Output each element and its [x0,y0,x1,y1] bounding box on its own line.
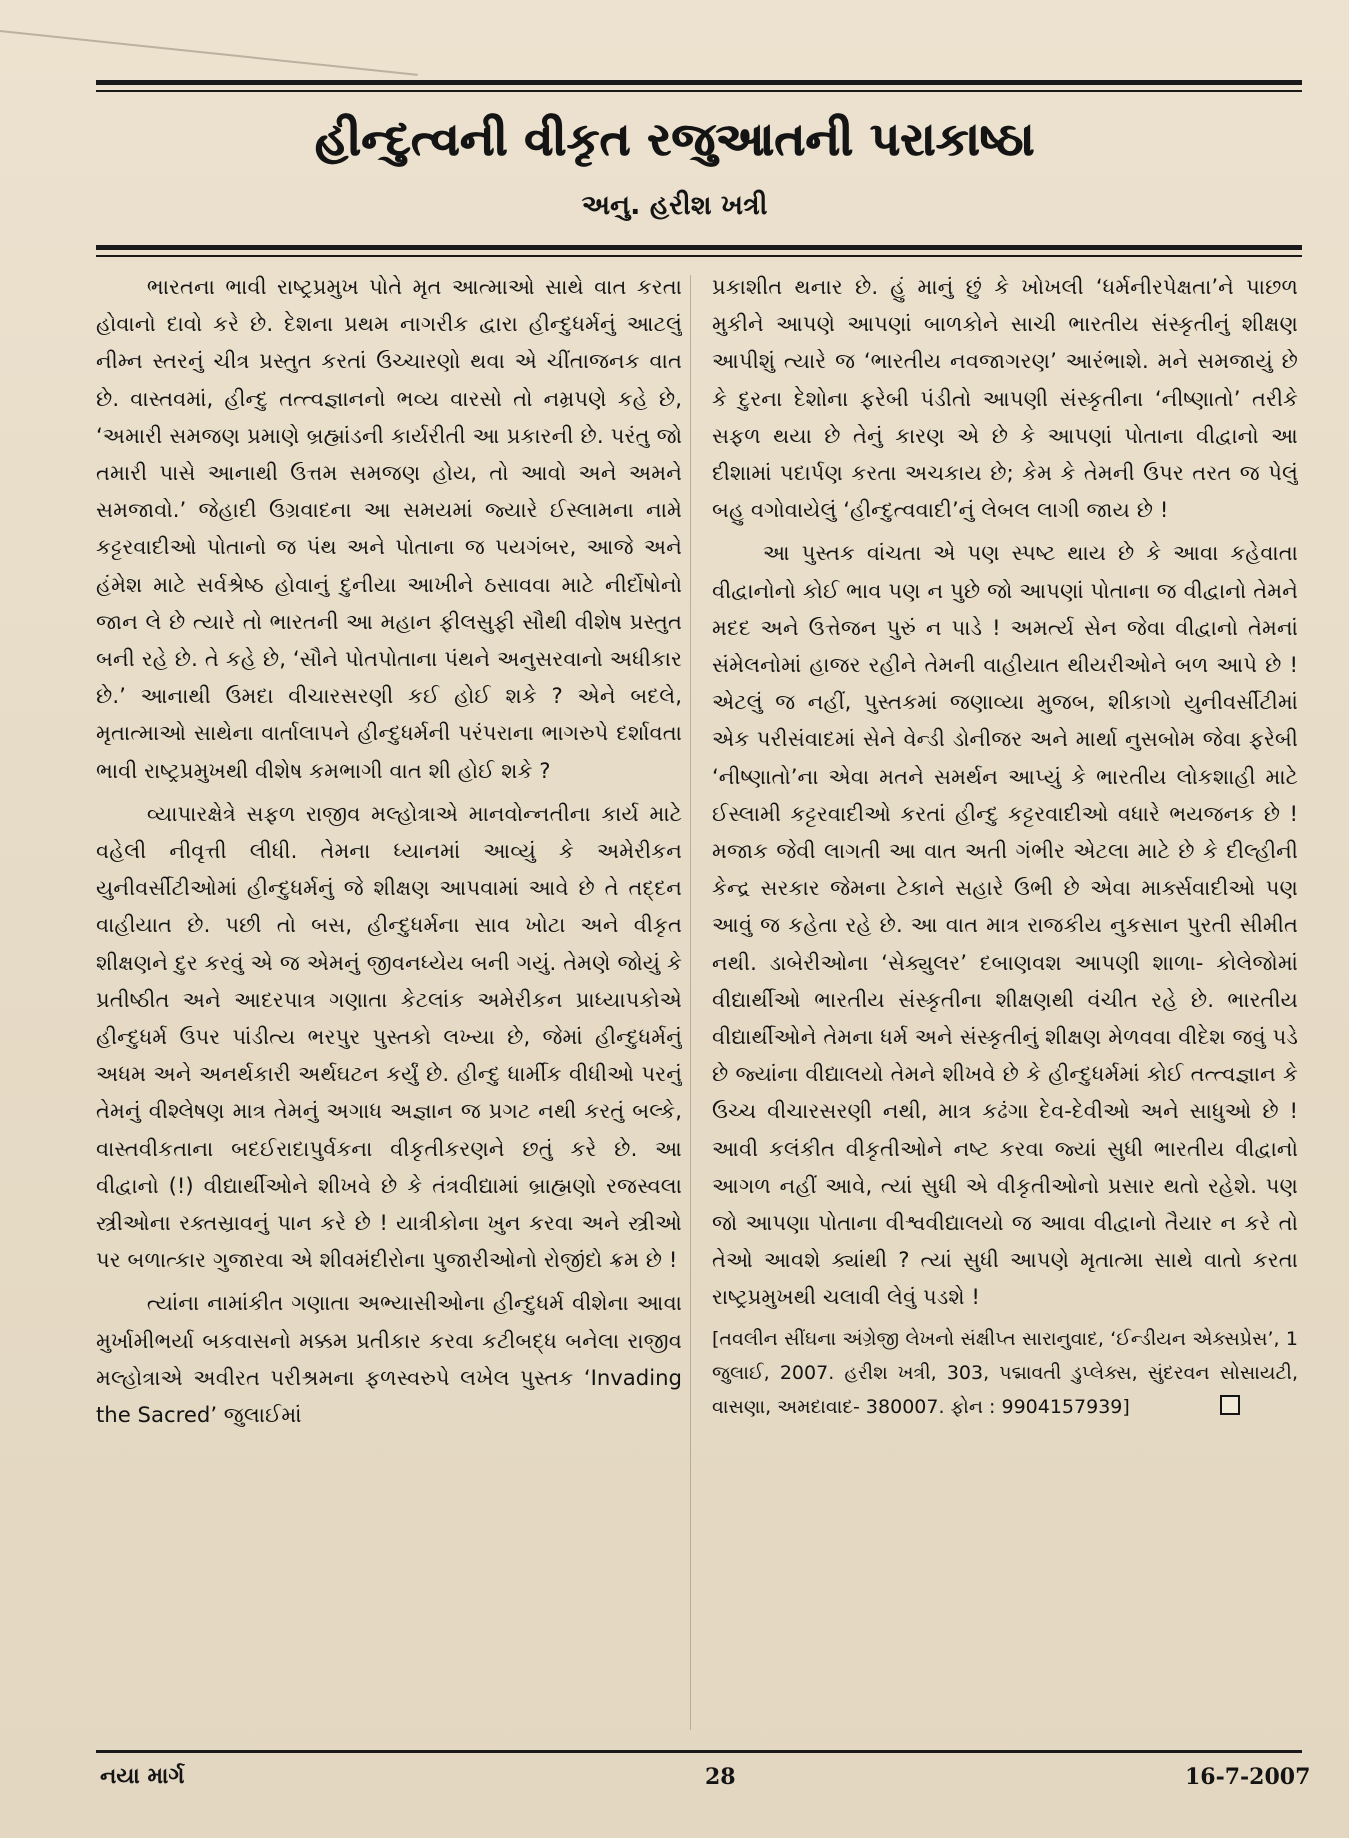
right-paragraph-2: આ પુસ્તક વાંચતા એ પણ સ્પષ્ટ થાય છે કે આવા કહેવાતા વીદ્વાનોનો કોઈ ભાવ પણ ન પુછે જો આપણાં પોતાના જ વીદ્વાનો તેમને મદદ અને ઉત્તેજન પુરું ન પાડે ! અમર્ત્ય સેન જેવા વીદ્વાનો તેમનાં સંમેલનોમાં હાજર રહીને તેમની વાહીયાત થીયરીઓને બળ આપે છે ! એટલું જ નહીં, પુસ્તકમાં જણાવ્યા મુજબ, શીકાગો યુનીવર્સીટીમાં એક પરીસંવાદમાં સેને વેન્ડી ડોનીજર અને માર્થા નુસબોમ જેવા ફરેબી ‘નીષ્ણાતો’ના એવા મતને સમર્થન આપ્યું કે ભારતીય લોકશાહી માટે ઈસ્લામી કટ્ટરવાદીઓ કરતાં હીન્દુ કટ્ટરવાદીઓ વધારે ભયજનક છે ! મજાક જેવી લાગતી આ વાત અતી ગંભીર એટલા માટે છે કે દીલ્હીની કેન્દ્ર સરકાર જેમના ટેકાને સહારે ઉભી છે એવા માર્ક્સવાદીઓ પણ આવું જ કહેતા રહે છે. આ વાત માત્ર રાજકીય નુકસાન પુરતી સીમીત નથી. ડાબેરીઓના ‘સેક્યુલર’ દબાણવશ આપણી શાળા- કોલેજોમાં વીદ્યાર્થીઓ ભારતીય સંસ્કૃતીના શીક્ષણથી વંચીત રહે છે. ભારતીય વીદ્યાર્થીઓને તેમના ધર્મ અને સંસ્કૃતીનું શીક્ષણ મેળવવા વીદેશ જવું પડે છે જ્યાંના વીદ્યાલયો તેમને શીખવે છે કે હીન્દુધર્મમાં કોઈ તત્ત્વજ્ઞાન કે ઉચ્ચ વીચારસરણી નથી, માત્ર કઢંગા દેવ-દેવીઓ અને સાધુઓ છે ! આવી કલંકીત વીકૃતીઓને નષ્ટ કરવા જ્યાં સુધી ભારતીય વીદ્વાનો આગળ નહીં આવે, ત્યાં સુધી એ વીકૃતીઓનો પ્રસાર થતો રહેશે. પણ જો આપણા પોતાના વીશ્વવીદ્યાલયો જ આવા વીદ્વાનો તૈયાર ન કરે તો તેઓ આવશે ક્યાંથી ? ત્યાં સુધી આપણે મૃતાત્મા સાથે વાતો કરતા રાષ્ટ્રપ્રમુખથી ચલાવી લેવું પડશે ! [712,540,1298,1310]
top-thin-rule [96,90,1302,92]
end-of-article-box-icon [1220,1395,1240,1415]
footer-magazine-name: નયા માર્ગ [100,1764,185,1789]
left-paragraph-1: ભારતના ભાવી રાષ્ટ્રપ્રમુખ પોતે મૃત આત્માઓ સાથે વાત કરતા હોવાનો દાવો કરે છે. દેશના પ્રથમ નાગરીક દ્વારા હીન્દુધર્મનું આટલું નીમ્ન સ્તરનું ચીત્ર પ્રસ્તુત કરતાં ઉચ્ચારણો થવા એ ચીંતાજનક વાત છે. વાસ્તવમાં, હીન્દુ તત્ત્વજ્ઞાનનો ભવ્ય વારસો તો નમ્રપણે કહે છે, ‘અમારી સમજણ પ્રમાણે બ્રહ્માંડની કાર્યરીતી આ પ્રકારની છે. પરંતુ જો તમારી પાસે આનાથી ઉત્તમ સમજણ હોય, તો આવો અને અમને સમજાવો.’ જેહાદી ઉગ્રવાદના આ સમયમાં જ્યારે ઈસ્લામના નામે કટ્ટરવાદીઓ પોતાનો જ પંથ અને પોતાના જ પયગંબર, આજે અને હંમેશ માટે સર્વશ્રેષ્ઠ હોવાનું દુનીયા આખીને ઠસાવવા માટે નીર્દોષોનો જાન લે છે ત્યારે તો ભારતની આ મહાન ફીલસુફી સૌથી વીશેષ પ્રસ્તુત બની રહે છે. તે કહે છે, ‘સૌને પોતપોતાના પંથને અનુસરવાનો અધીકાર છે.’ આનાથી ઉમદા વીચારસરણી કઈ હોઈ શકે ? એને બદલે, મૃતાત્માઓ સાથેના વાર્તાલાપને હીન્દુધર્મની પરંપરાના ભાગરુપે દર્શાવતા ભાવી રાષ્ટ્રપ્રમુખથી વીશેષ કમભાગી વાત શી હોઈ શકે ? [96,274,682,783]
right-paragraph-1: પ્રકાશીત થનાર છે. હું માનું છું કે ખોખલી ‘ધર્મનીરપેક્ષતા’ને પાછળ મુકીને આપણે આપણાં બાળકોને સાચી ભારતીય સંસ્કૃતીનું શીક્ષણ આપીશું ત્યારે જ ‘ભારતીય નવજાગરણ’ આરંભાશે. મને સમજાયું છે કે દુરના દેશોના ફરેબી પંડીતો આપણી સંસ્કૃતીના ‘નીષ્ણાતો’ તરીકે સફળ થયા છે તેનું કારણ એ છે કે આપણાં પોતાના વીદ્વાનો આ દીશામાં પદાર્પણ કરતા અચકાય છે; કેમ કે તેમની ઉપર તરત જ પેલું બહુ વગોવાયેલું ‘હીન્દુત્વવાદી’નું લેબલ લાગી જાય છે ! [712,274,1298,523]
article-author: અનુ. હરીશ ખત્રી [581,190,768,221]
footer-page-number: 28 [705,1764,736,1790]
article-column-right [712,268,1298,1748]
source-note-text: [તવલીન સીંઘના અંગ્રેજી લેખનો સંક્ષીપ્ત સારાનુવાદ, ‘ઈન્ડીયન એક્સપ્રેસ’, 1 જુલાઈ, 2007. હરીશ ખત્રી, 303, પદ્માવતી ડુપ્લેક્સ, સુંદરવન સોસાયટી, વાસણા, અમદાવાદ- 380007. ફોન : 9904157939] [712,1327,1298,1418]
paper-fold-crease [0,30,418,76]
header-bottom-thick-rule [96,245,1302,250]
header-bottom-thin-rule [96,255,1302,257]
column-divider [690,275,691,1730]
left-paragraph-2: વ્યાપારક્ષેત્રે સફળ રાજીવ મલ્હોત્રાએ માનવોન્નતીના કાર્ય માટે વહેલી નીવૃત્તી લીધી. તેમના ધ્યાનમાં આવ્યું કે અમેરીકન યુનીવર્સીટીઓમાં હીન્દુધર્મનું જે શીક્ષણ આપવામાં આવે છે તે તદ્દન વાહીયાત છે. પછી તો બસ, હીન્દુધર્મના સાવ ખોટા અને વીકૃત શીક્ષણને દુર કરવું એ જ એમનું જીવનધ્યેય બની ગયું. તેમણે જોયું કે પ્રતીષ્ઠીત અને આદરપાત્ર ગણાતા કેટલાંક અમેરીકન પ્રાધ્યાપકોએ હીન્દુધર્મ ઉપર પાંડીત્ય ભરપુર પુસ્તકો લખ્યા છે, જેમાં હીન્દુધર્મનું અધમ અને અનર્થકારી અર્થઘટન કર્યું છે. હીન્દુ ધાર્મીક વીધીઓ પરનું તેમનું વીશ્લેષણ માત્ર તેમનું અગાધ અજ્ઞાન જ પ્રગટ નથી કરતું બલ્કે, વાસ્તવીકતાના બદઈરાદાપુર્વકના વીકૃતીકરણને છતું કરે છે. આ વીદ્વાનો (!) વીદ્યાર્થીઓને શીખવે છે કે તંત્રવીદ્યામાં બ્રાહ્મણો રજસ્વલા સ્ત્રીઓના રક્તસ્રાવનું પાન કરે છે ! યાત્રીકોના ખુન કરવા અને સ્ત્રીઓ પર બળાત્કાર ગુજારવા એ શીવમંદીરોના પુજારીઓનો રોજીંદો ક્રમ છે ! [96,800,682,1273]
source-note [712,1322,1298,1424]
top-thick-rule [96,80,1302,85]
footer-date: 16-7-2007 [1185,1764,1311,1790]
article-column-left [96,268,682,1748]
article-title: હીન્દુત્વની વીકૃત રજુઆતની પરાકાષ્ઠા [314,112,1035,166]
left-paragraph-3: ત્યાંના નામાંકીત ગણાતા અભ્યાસીઓના હીન્દુધર્મ વીશેના આવા મુર્ખામીભર્યા બકવાસનો મક્કમ પ્રતીકાર કરવા કટીબદ્ધ બનેલા રાજીવ મલ્હોત્રાએ અવીરત પરીશ્રમના ફળસ્વરુપે લખેલ પુસ્તક ‘Invading the Sacred’ જુલાઈમાં [96,1290,682,1428]
footer-rule [96,1750,1302,1753]
